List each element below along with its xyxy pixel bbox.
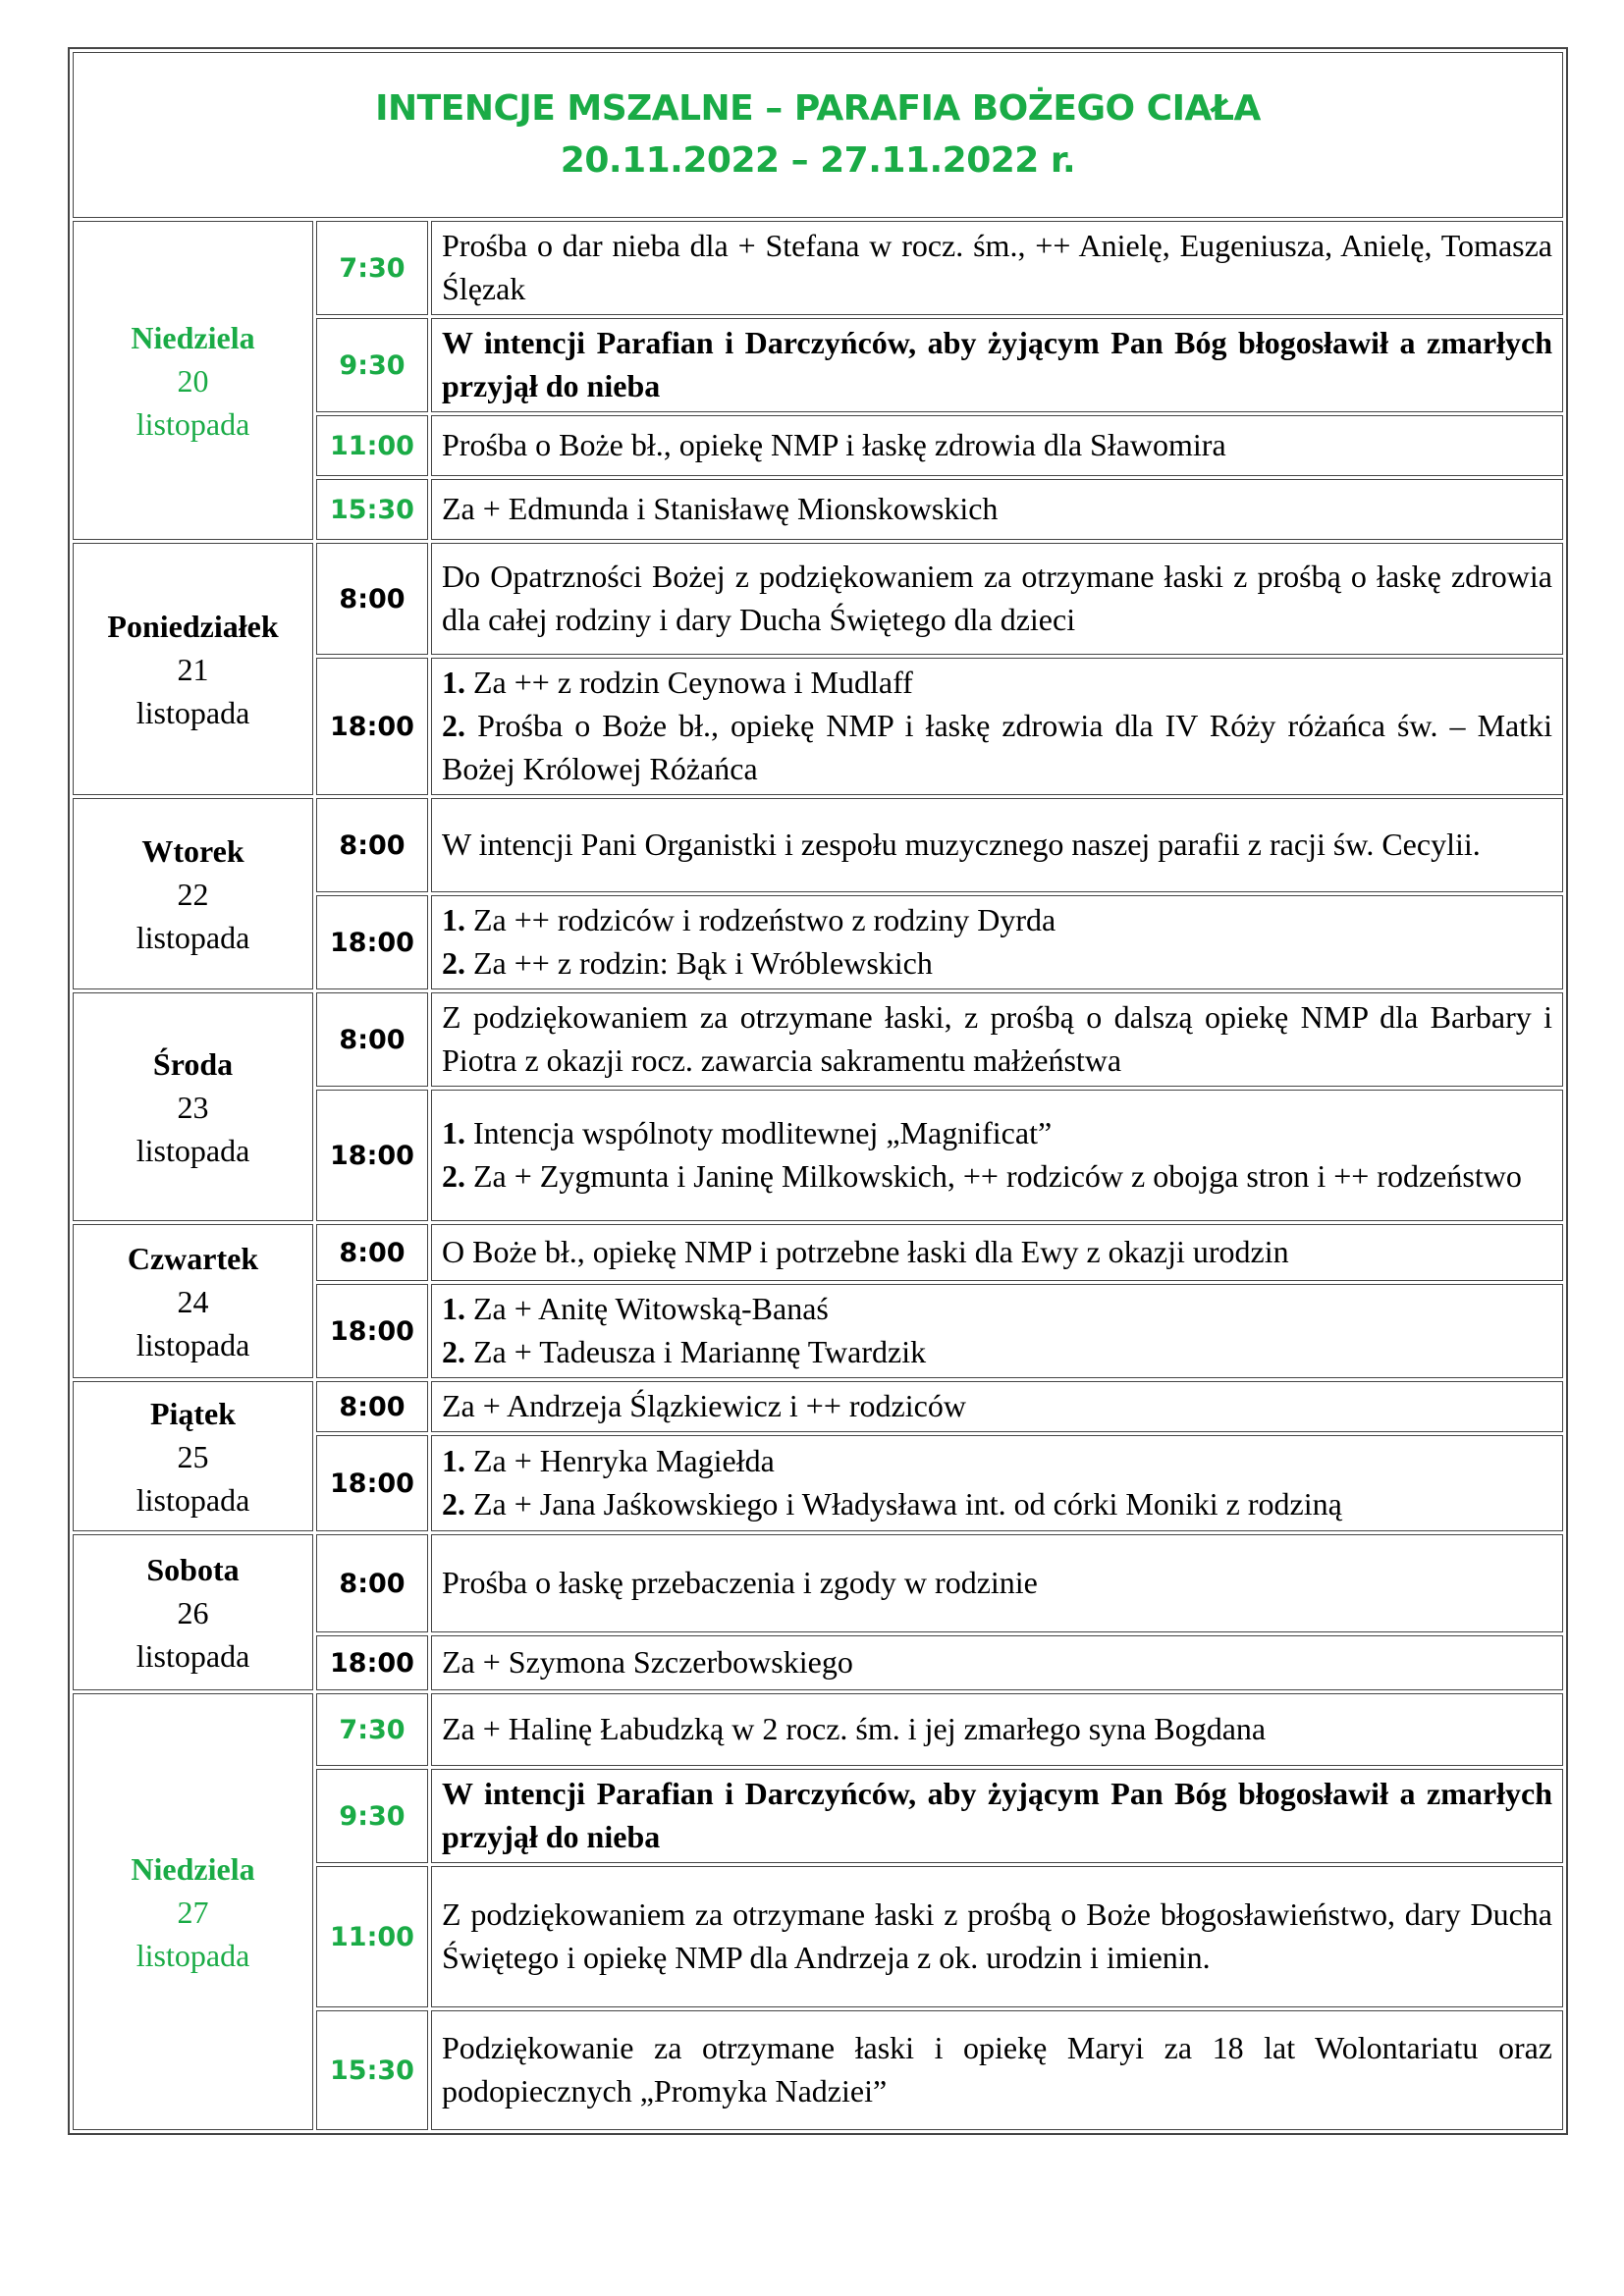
intention-line	[442, 1640, 1552, 1683]
intention-line	[442, 898, 1552, 941]
mass-time: 8:00	[316, 1224, 428, 1281]
day-cell	[73, 992, 313, 1221]
mass-time: 9:30	[316, 318, 428, 412]
intention-text: Za ++ z rodzin Ceynowa i Mudlaff	[473, 665, 913, 700]
mass-time: 9:30	[316, 1769, 428, 1863]
day-month: listopada	[135, 1326, 250, 1362]
mass-time: 18:00	[316, 1435, 428, 1531]
intention-line	[442, 487, 1552, 530]
mass-intention	[431, 992, 1563, 1087]
day-month: listopada	[135, 405, 250, 442]
intention-text: Za + Halinę Łabudzką w 2 rocz. śm. i jej zmarłego syna Bogdana	[442, 1711, 1267, 1746]
intention-number: 2.	[442, 708, 465, 743]
mass-intention	[431, 1090, 1563, 1221]
intention-line	[442, 1330, 1552, 1373]
day-name: Niedziela	[131, 319, 255, 355]
mass-intention	[431, 1635, 1563, 1690]
mass-time: 8:00	[316, 1381, 428, 1432]
intention-line	[442, 555, 1552, 641]
intention-text: Za + Andrzeja Ślązkiewicz i ++ rodziców	[442, 1388, 966, 1423]
day-cell	[73, 798, 313, 989]
mass-time: 18:00	[316, 1284, 428, 1378]
mass-intention	[431, 1381, 1563, 1432]
mass-intention	[431, 798, 1563, 892]
mass-time: 8:00	[316, 992, 428, 1087]
intention-number: 1.	[442, 665, 465, 700]
mass-time: 15:30	[316, 2010, 428, 2130]
header	[73, 52, 1563, 218]
mass-time: 7:30	[316, 1693, 428, 1766]
mass-intention	[431, 1284, 1563, 1378]
intention-text: Za ++ rodziców i rodzeństwo z rodziny Dyrda	[473, 902, 1056, 937]
mass-row	[73, 1381, 1563, 1432]
mass-time: 18:00	[316, 1635, 428, 1690]
day-month: listopada	[135, 1132, 250, 1168]
intention-text: Prośba o Boże bł., opiekę NMP i łaskę zdrowia dla IV Róży różańca św. – Matki Bożej Królowej Różańca	[442, 708, 1553, 786]
intention-line	[442, 1154, 1552, 1198]
intention-number: 2.	[442, 945, 465, 981]
mass-intention	[431, 2010, 1563, 2130]
mass-time: 18:00	[316, 1090, 428, 1221]
page-title: INTENCJE MSZALNE – PARAFIA BOŻEGO CIAŁA	[375, 88, 1261, 130]
mass-intention	[431, 543, 1563, 655]
mass-intention	[431, 658, 1563, 795]
intention-text: Za + Tadeusza i Mariannę Twardzik	[473, 1334, 927, 1369]
schedule-sheet	[68, 47, 1568, 2135]
intention-number: 2.	[442, 1486, 465, 1522]
intention-line	[442, 1439, 1552, 1482]
intention-text: Za + Edmunda i Stanisławę Mionskowskich	[442, 491, 999, 526]
intention-line	[442, 1111, 1552, 1154]
intention-number: 1.	[442, 1115, 465, 1150]
intention-line	[442, 1482, 1552, 1525]
intention-line	[442, 1772, 1552, 1858]
mass-row	[73, 992, 1563, 1087]
mass-intention	[431, 1534, 1563, 1632]
day-number: 20	[177, 362, 209, 399]
intention-line	[442, 1561, 1552, 1604]
intention-text: Intencja wspólnoty modlitewnej „Magnificat”	[473, 1115, 1053, 1150]
intention-line	[442, 1893, 1552, 1979]
day-number: 23	[177, 1089, 209, 1125]
intention-number: 1.	[442, 1443, 465, 1478]
mass-intention	[431, 1224, 1563, 1281]
day-name: Piątek	[149, 1395, 237, 1431]
mass-time: 11:00	[316, 415, 428, 476]
mass-intention	[431, 1866, 1563, 2007]
intention-text: W intencji Parafian i Darczyńców, aby żyjącym Pan Bóg błogosławił a zmarłych przyjął do nieba	[442, 325, 1552, 403]
intention-line	[442, 661, 1552, 704]
day-name: Czwartek	[127, 1240, 259, 1276]
mass-intention	[431, 1769, 1563, 1863]
mass-time: 8:00	[316, 543, 428, 655]
mass-row	[73, 1224, 1563, 1281]
mass-intention	[431, 895, 1563, 989]
mass-time: 15:30	[316, 479, 428, 540]
mass-row	[73, 543, 1563, 655]
intention-line	[442, 704, 1552, 790]
day-number: 27	[177, 1894, 209, 1930]
day-month: listopada	[135, 694, 250, 730]
mass-time: 18:00	[316, 895, 428, 989]
intention-text: Za + Szymona Szczerbowskiego	[442, 1644, 853, 1680]
intention-text: Za + Henryka Magiełda	[473, 1443, 775, 1478]
intention-line	[442, 1384, 1552, 1427]
day-name: Sobota	[146, 1551, 240, 1587]
day-number: 24	[177, 1283, 209, 1319]
mass-row	[73, 1693, 1563, 1766]
intention-text: Za + Jana Jaśkowskiego i Władysława int. od córki Moniki z rodziną	[473, 1486, 1342, 1522]
intention-text: W intencji Parafian i Darczyńców, aby żyjącym Pan Bóg błogosławił a zmarłych przyjął do nieba	[442, 1776, 1552, 1854]
day-cell	[73, 1693, 313, 2130]
intention-line	[442, 1707, 1552, 1750]
day-number: 21	[177, 651, 209, 687]
mass-intention	[431, 479, 1563, 540]
mass-intention	[431, 221, 1563, 315]
intention-line	[442, 224, 1552, 310]
mass-row	[73, 1534, 1563, 1632]
mass-time: 8:00	[316, 1534, 428, 1632]
day-name: Poniedziałek	[107, 608, 279, 644]
mass-intention	[431, 1693, 1563, 1766]
date-range: 20.11.2022 – 27.11.2022 r.	[560, 139, 1076, 181]
intention-line	[442, 1287, 1552, 1330]
mass-time: 18:00	[316, 658, 428, 795]
mass-intention	[431, 1435, 1563, 1531]
intention-number: 1.	[442, 1291, 465, 1326]
intention-text: O Boże bł., opiekę NMP i potrzebne łaski dla Ewy z okazji urodzin	[442, 1234, 1289, 1269]
day-name: Niedziela	[131, 1850, 255, 1887]
day-month: listopada	[135, 1637, 250, 1674]
day-name: Środa	[152, 1045, 234, 1082]
intention-number: 1.	[442, 902, 465, 937]
intention-line	[442, 995, 1552, 1082]
day-number: 26	[177, 1594, 209, 1630]
intention-text: Za ++ z rodzin: Bąk i Wróblewskich	[473, 945, 933, 981]
intention-line	[442, 823, 1552, 866]
intention-line	[442, 423, 1552, 466]
day-number: 25	[177, 1438, 209, 1474]
day-cell	[73, 1534, 313, 1690]
intention-text: Do Opatrzności Bożej z podziękowaniem za otrzymane łaski z prośbą o łaskę zdrowia dla całej rodziny i dary Ducha Świętego dla dzieci	[442, 559, 1552, 637]
intention-line	[442, 1230, 1552, 1273]
day-cell	[73, 1224, 313, 1378]
intention-text: Prośba o dar nieba dla + Stefana w rocz. śm., ++ Anielę, Eugeniusza, Anielę, Tomasza Ślęzak	[442, 228, 1552, 306]
intention-line	[442, 321, 1552, 407]
mass-intention	[431, 318, 1563, 412]
intention-text: Podziękowanie za otrzymane łaski i opiekę Maryi za 18 lat Wolontariatu oraz podopiecznych „Promyka Nadziei”	[442, 2030, 1552, 2109]
intention-text: Za + Anitę Witowską-Banaś	[473, 1291, 829, 1326]
day-number: 22	[177, 876, 209, 912]
intention-text: Prośba o Boże bł., opiekę NMP i łaskę zdrowia dla Sławomira	[442, 427, 1226, 462]
intention-line	[442, 2026, 1552, 2112]
intention-text: Prośba o łaskę przebaczenia i zgody w rodzinie	[442, 1565, 1038, 1600]
day-month: listopada	[135, 1937, 250, 1973]
day-cell	[73, 1381, 313, 1531]
mass-time: 8:00	[316, 798, 428, 892]
day-cell	[73, 221, 313, 540]
intention-text: Z podziękowaniem za otrzymane łaski, z prośbą o dalszą opiekę NMP dla Barbary i Piotra z okazji rocz. zawarcia sakramentu małżeństwa	[442, 999, 1552, 1078]
day-cell	[73, 543, 313, 795]
day-month: listopada	[135, 919, 250, 955]
mass-time: 11:00	[316, 1866, 428, 2007]
intention-text: Za + Zygmunta i Janinę Milkowskich, ++ rodziców z obojga stron i ++ rodzeństwo	[473, 1158, 1522, 1194]
mass-row	[73, 798, 1563, 892]
intention-text: Z podziękowaniem za otrzymane łaski z prośbą o Boże błogosławieństwo, dary Ducha Świętego i opiekę NMP dla Andrzeja z ok. urodzin i imienin.	[442, 1896, 1552, 1975]
intention-text: W intencji Pani Organistki i zespołu muzycznego naszej parafii z racji św. Cecylii.	[442, 827, 1481, 862]
day-name: Wtorek	[141, 832, 244, 869]
intention-number: 2.	[442, 1158, 465, 1194]
intention-line	[442, 941, 1552, 985]
intention-number: 2.	[442, 1334, 465, 1369]
day-month: listopada	[135, 1481, 250, 1518]
mass-intention	[431, 415, 1563, 476]
schedule-table	[70, 218, 1566, 2133]
mass-time: 7:30	[316, 221, 428, 315]
mass-row	[73, 221, 1563, 315]
